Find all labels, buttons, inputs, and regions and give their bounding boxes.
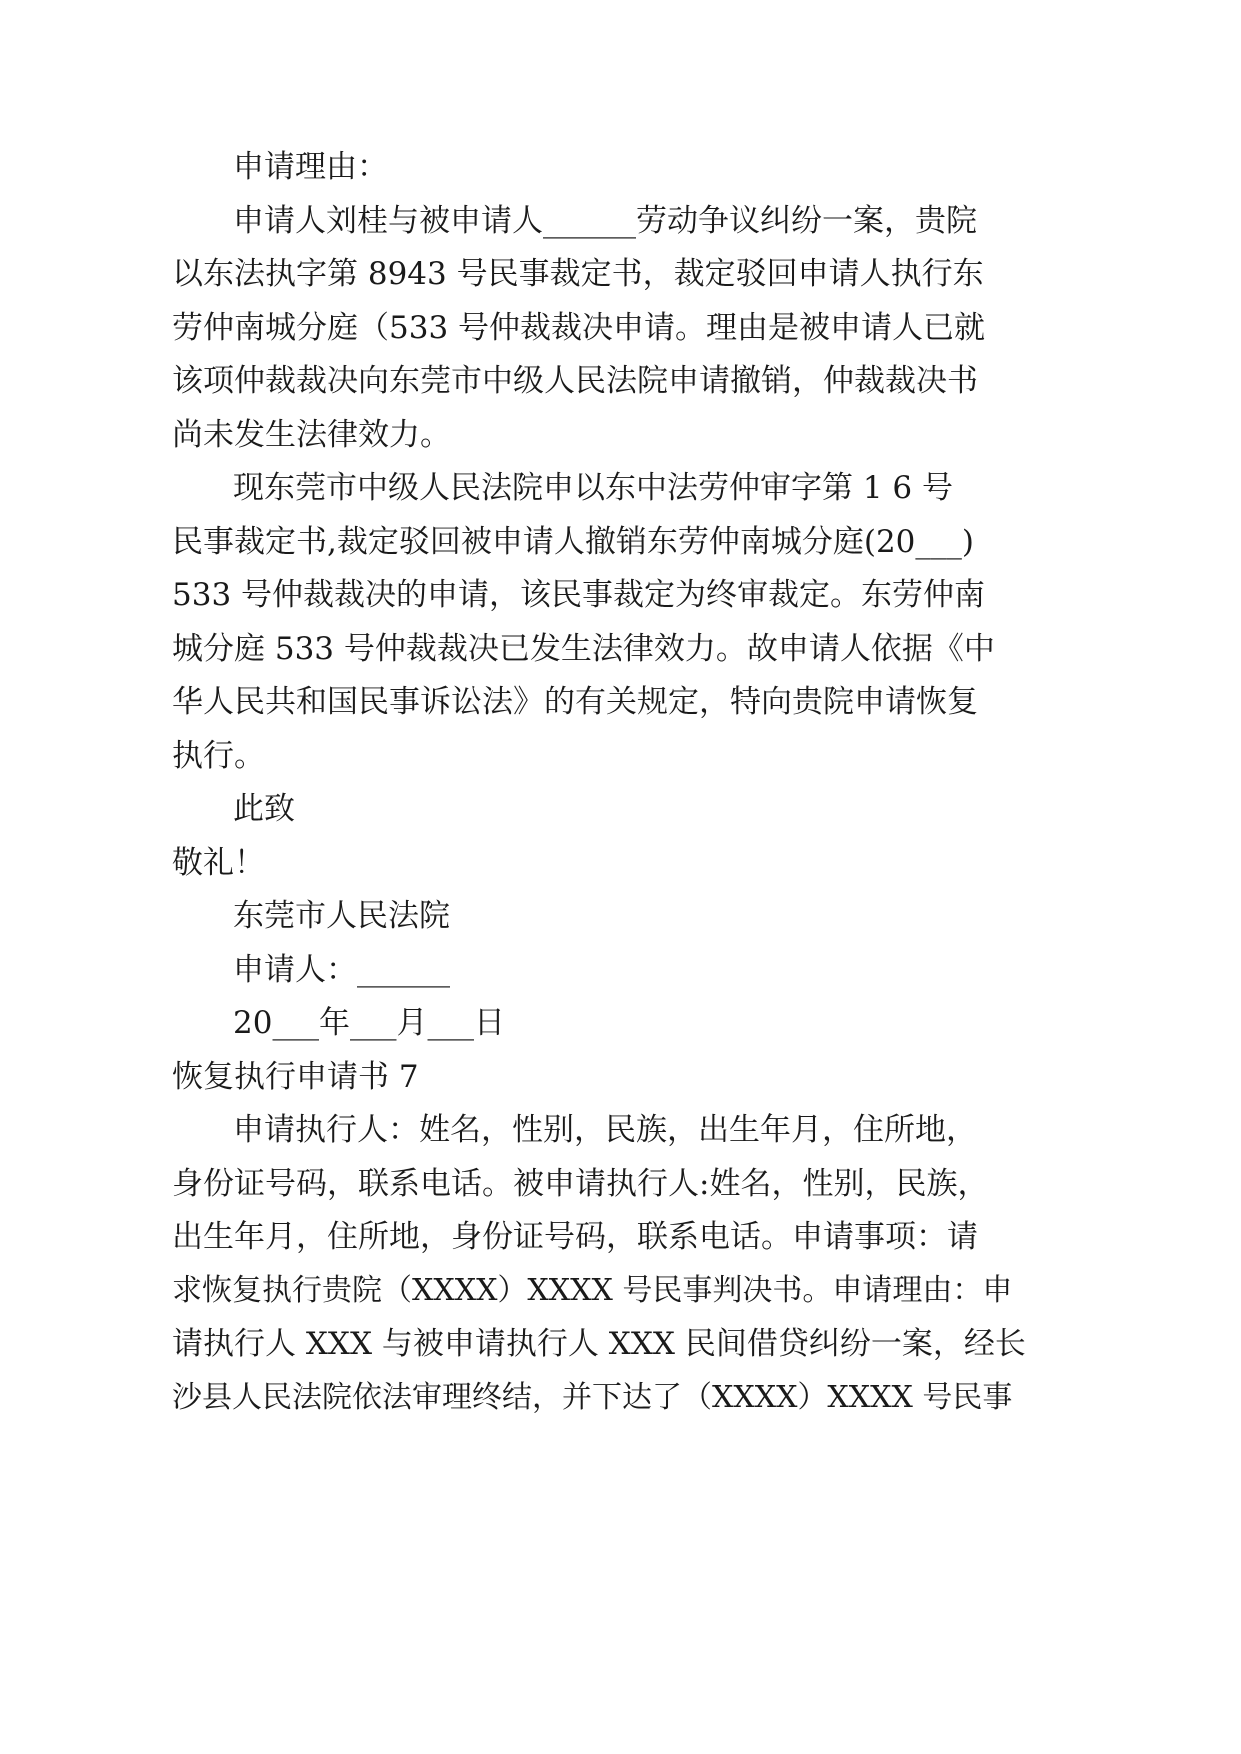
paragraph-2-line-4: 城分庭 533 号仲裁裁决已发生法律效力。故申请人依据《中: [172, 631, 995, 667]
paragraph-3-line-5: 请执行人 XXX 与被申请执行人 XXX 民间借贷纠纷一案，经长: [172, 1326, 1026, 1362]
paragraph-1-line-2: 以东法执字第 8943 号民事裁定书，裁定驳回申请人执行东: [172, 256, 984, 292]
closing-text: 此致: [233, 791, 295, 827]
paragraph-3-line-2: 身份证号码，联系电话。被申请执行人:姓名，性别，民族，: [172, 1166, 989, 1202]
paragraph-2-line-3: 533 号仲裁裁决的申请，该民事裁定为终审裁定。东劳仲南: [172, 577, 986, 613]
paragraph-2-line-1: 现东莞市中级人民法院申以东中法劳仲审字第 1 6 号: [233, 470, 954, 506]
paragraph-1-line-1: 申请人刘桂与被申请人______劳动争议纠纷一案，贵院: [233, 203, 977, 239]
section-title: 恢复执行申请书 7: [172, 1059, 419, 1095]
date-line: 20___年___月___日: [233, 1005, 505, 1041]
paragraph-3-line-1: 申请执行人：姓名，性别，民族，出生年月，住所地，: [233, 1112, 977, 1148]
paragraph-3-line-3: 出生年月，住所地，身份证号码，联系电话。申请事项：请: [172, 1219, 978, 1255]
salutation-text: 敬礼！: [172, 845, 265, 881]
reason-heading: 申请理由：: [233, 149, 388, 185]
paragraph-2-line-5: 华人民共和国民事诉讼法》的有关规定，特向贵院申请恢复: [172, 684, 978, 720]
applicant-signature: 申请人：______: [233, 952, 450, 988]
paragraph-1-line-4: 该项仲裁裁决向东莞市中级人民法院申请撤销，仲裁裁决书: [172, 363, 978, 399]
paragraph-1-line-5: 尚未发生法律效力。: [172, 417, 451, 453]
paragraph-2-line-6: 执行。: [172, 738, 265, 774]
paragraph-3-line-6: 沙县人民法院依法审理终结，并下达了（XXXX）XXXX 号民事: [172, 1380, 1013, 1415]
paragraph-3-line-4: 求恢复执行贵院（XXXX）XXXX 号民事判决书。申请理由：申: [172, 1273, 1013, 1308]
court-name: 东莞市人民法院: [233, 898, 450, 934]
paragraph-2-line-2: 民事裁定书,裁定驳回被申请人撤销东劳仲南城分庭(20___): [172, 524, 974, 560]
paragraph-1-line-3: 劳仲南城分庭（533 号仲裁裁决申请。理由是被申请人已就: [172, 310, 986, 346]
